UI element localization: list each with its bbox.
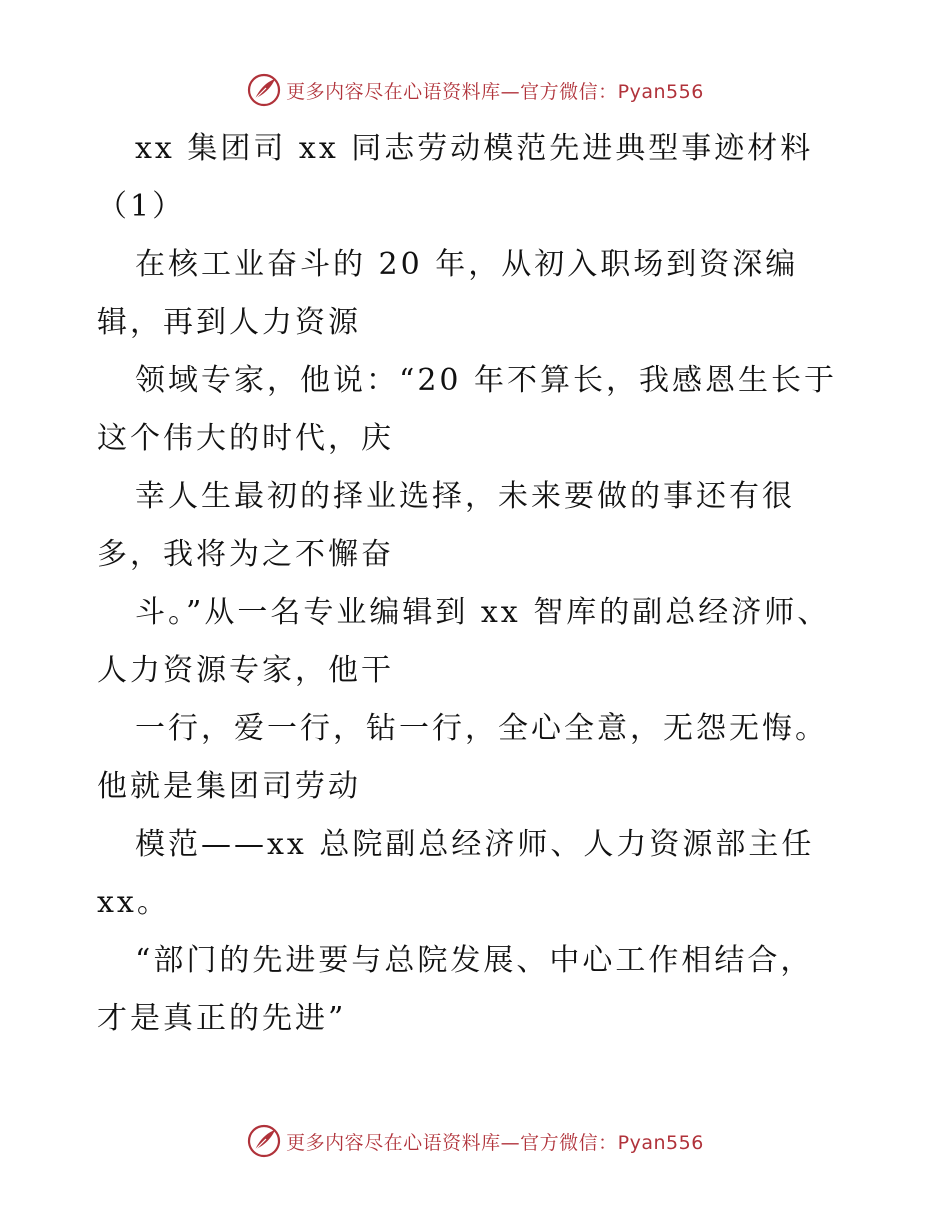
footer-watermark [0, 1121, 950, 1161]
section-heading: “部门的先进要与总院发展、中心工作相结合，才是真正的先进” [97, 943, 814, 1036]
header-watermark [0, 70, 950, 110]
feather-pen-logo-icon [246, 1123, 282, 1159]
document-body [97, 120, 842, 1048]
paragraph: 模范——xx 总院副总经济师、人力资源部主任 xx。 [97, 827, 815, 920]
paragraph: 幸人生最初的择业选择，未来要做的事还有很多，我将为之不懈奋 [97, 479, 795, 572]
paragraph: 在核工业奋斗的 20 年，从初入职场到资深编辑，再到人力资源 [97, 247, 799, 340]
paragraph: 领域专家，他说：“20 年不算长，我感恩生长于这个伟大的时代，庆 [97, 363, 838, 456]
paragraph: 斗。”从一名专业编辑到 xx 智库的副总经济师、人力资源专家，他干 [97, 595, 831, 688]
document-title: xx 集团司 xx 同志劳动模范先进典型事迹材料（1） [97, 131, 814, 224]
watermark-text: 更多内容尽在心语资料库—官方微信：Pyan556 [286, 1131, 704, 1154]
feather-pen-logo-icon [246, 72, 282, 108]
paragraph: 一行，爱一行，钻一行，全心全意，无怨无悔。他就是集团司劳动 [97, 711, 828, 804]
watermark-text: 更多内容尽在心语资料库—官方微信：Pyan556 [286, 80, 704, 103]
